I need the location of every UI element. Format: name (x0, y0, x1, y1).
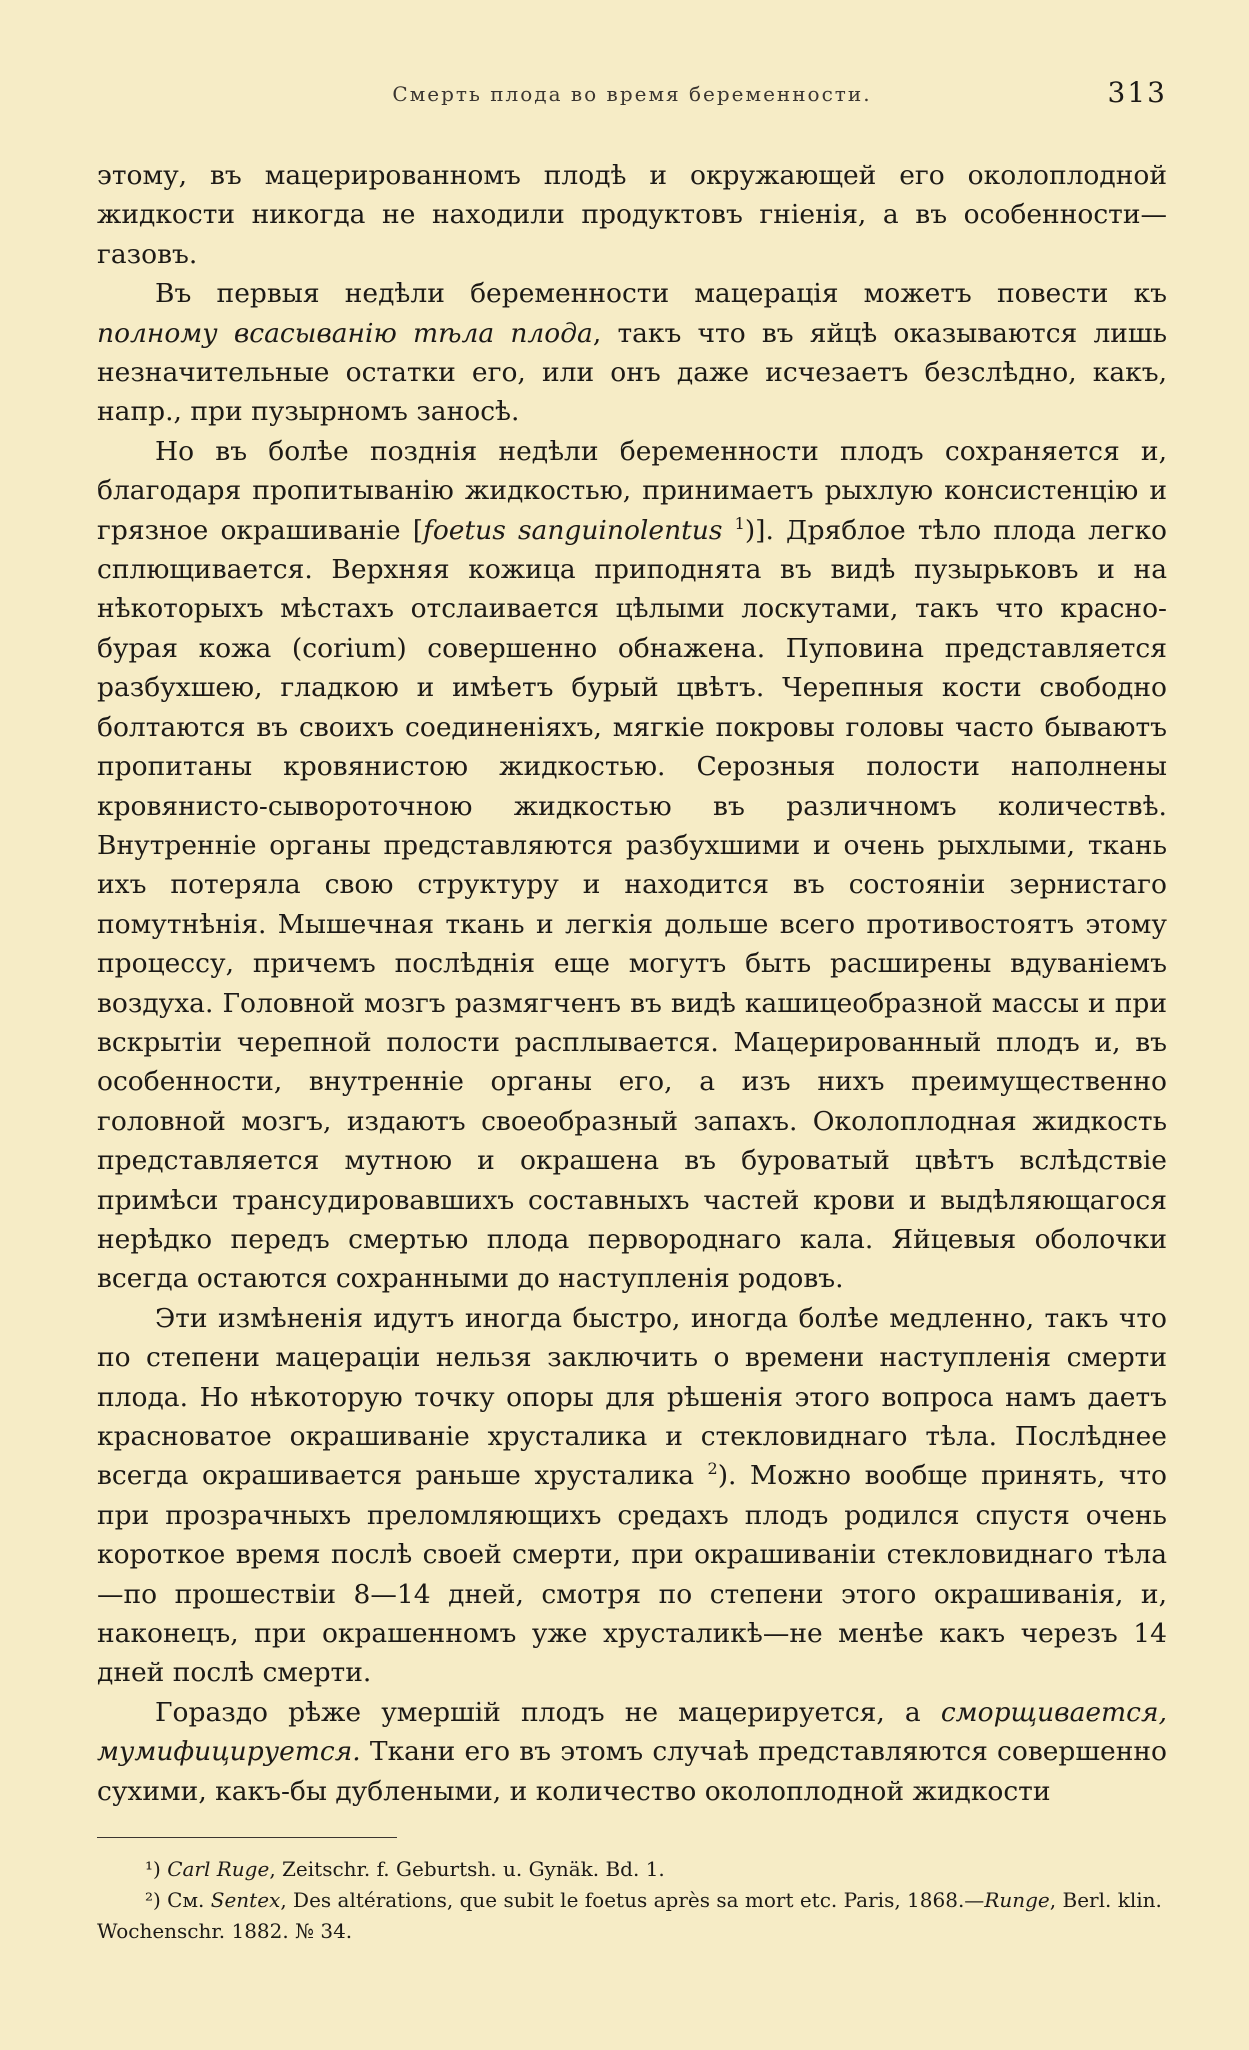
paragraph-2 (97, 274, 1167, 432)
paragraph-5-start: Гораздо рѣже умершій плодъ не мацерируется, а (155, 1696, 941, 1728)
paragraph-2-end: , такъ что въ яйцѣ оказываются лишь незначительные остатки его, или онъ даже исчезаетъ безслѣдно, какъ, напр., при пузырномъ заносѣ. (97, 317, 1167, 428)
footnote-1-author: Carl Ruge (167, 1857, 270, 1882)
footnote-1-text: , Zeitschr. f. Geburtsh. u. Gynäk. Bd. 1. (269, 1857, 665, 1882)
footnote-ref-2: 2 (707, 1459, 718, 1479)
footnotes (97, 1854, 1167, 1947)
emphasis-total-absorption: полному всасыванію тѣла плода (97, 317, 593, 349)
paragraph-4-end: ). Можно вообще принять, что при прозрачныхъ преломляющихъ средахъ плодъ родился спустя очень короткое время послѣ своей смерти, при окрашиваніи стекловиднаго тѣла—по прошествіи 8—14 дней, смотря по степени этого окрашиванія, и, наконецъ, при окрашенномъ уже хрусталикѣ—не менѣе какъ черезъ 14 дней послѣ смерти. (97, 1460, 1167, 1689)
emphasis-foetus-sanguinolentus: foetus sanguinolentus (423, 514, 723, 546)
body-text (97, 156, 1167, 1811)
paragraph-2-start: Въ первыя недѣли беременности мацерація можетъ повести къ (155, 278, 1167, 310)
emphasis-mummification: сморщивается, мумифицируется. (97, 1696, 1167, 1768)
paragraph-3-start: Но въ болѣе позднія недѣли беременности плодъ сохраняется и, благодаря пропитыванію жидкостью, принимаетъ рыхлую консистенцію и грязное окрашиваніе [ (97, 435, 1167, 546)
paragraph-4-start: Эти измѣненія идутъ иногда быстро, иногда болѣе медленно, такъ что по степени мацераціи нельзя заключить о времени наступленія смерти плода. Но нѣкоторую точку опоры для рѣшенія этого вопроса намъ даетъ красноватое окрашиваніе хрусталика и стекловиднаго тѣла. Послѣднее всегда окрашивается раньше хрусталика (97, 1302, 1167, 1492)
paragraph-1-text: этому, въ мацерированномъ плодѣ и окружающей его околоплодной жидкости никогда не находили продуктовъ гніенія, а въ особенности—газовъ. (97, 160, 1167, 270)
footnote-2-mark: ²) См. (145, 1888, 211, 1913)
footnote-ref-1: 1 (734, 513, 745, 533)
paragraph-5-end: Ткани его въ этомъ случаѣ представляются совершенно сухими, какъ-бы дублеными, и количество околоплодной жидкости (97, 1736, 1167, 1807)
footnote-2-text: , Des altérations, que subit le foetus après sa mort etc. Paris, 1868.— (280, 1888, 985, 1913)
page-number: 313 (1107, 76, 1167, 109)
paragraph-4 (97, 1299, 1167, 1693)
page (97, 72, 1167, 1947)
paragraph-1 (97, 156, 1167, 274)
footnote-2-text-2: , Berl. klin. Wochenschr. 1882. № 34. (97, 1888, 1162, 1944)
footnote-2-author-2: Runge (984, 1888, 1050, 1913)
footnote-1 (97, 1854, 1167, 1885)
running-head: Смерть плода во время беременности. (392, 82, 872, 106)
page-header (97, 72, 1167, 122)
footnote-divider (97, 1837, 397, 1838)
paragraph-3-end: )]. Дряблое тѣло плода легко сплющивается. Верхняя кожица приподнята въ видѣ пузырьковъ и на нѣкоторыхъ мѣстахъ отслаивается цѣлыми лоскутами, такъ что красно-бурая кожа (corium) совершенно обнажена. Пуповина представляется разбухшею, гладкою и имѣетъ бурый цвѣтъ. Черепныя кости свободно болтаются въ своихъ соединеніяхъ, мягкіе покровы головы часто бываютъ пропитаны кровянистою жидкостью. Серозныя полости наполнены кровянисто-сывороточною жидкостью въ различномъ количествѣ. Внутренніе органы представляются разбухшими и очень рыхлыми, ткань ихъ потеряла свою структуру и находится въ состояніи зернистаго помутнѣнія. Мышечная ткань и легкія дольше всего противостоятъ этому процессу, причемъ послѣднія еще могутъ быть расширены вдуваніемъ воздуха. Головной мозгъ размягченъ въ видѣ кашицеобразной массы и при вскрытіи черепной полости расплывается. Мацерированный плодъ и, въ особенности, внутренніе органы его, а изъ нихъ преимущественно головной мозгъ, издаютъ своеобразный запахъ. Околоплодная жидкость представляется мутною и окрашена въ буроватый цвѣтъ вслѣдствіе примѣси трансудировавшихъ составныхъ частей крови и выдѣляющагося нерѣдко передъ смертью плода первороднаго кала. Яйцевыя оболочки всегда остаются сохранными до наступленія родовъ. (97, 514, 1168, 1295)
paragraph-5 (97, 1693, 1167, 1811)
footnote-2-author: Sentex (210, 1888, 281, 1913)
footnote-1-mark: ¹) (145, 1857, 168, 1882)
paragraph-3 (97, 432, 1167, 1299)
footnote-2 (97, 1885, 1167, 1947)
